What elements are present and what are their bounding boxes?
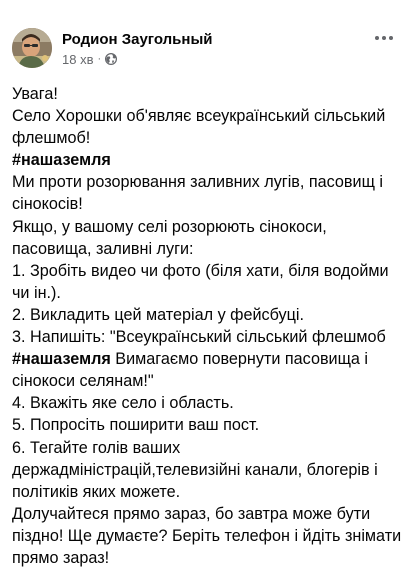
post-body [12,83,408,569]
post-step-text: 3. Напишіть: "Всеукраїнський сільський флешмоб [12,328,386,347]
avatar-photo [12,28,52,68]
post-step: 1. Зробіть видео чи фото (біля хати, біля водойми чи ін.). [12,261,389,302]
post-step: 4. Вкажіть яке село і область. [12,394,234,413]
post-step: 2. Викладить цей матеріал у фейсбуці. [12,305,304,324]
post-header [12,26,400,70]
more-options-icon-dot [389,36,393,40]
more-options-icon [375,36,379,40]
post-header-text [62,30,400,67]
post-text-line: Долучайтеся прямо зараз, бо завтра може бути піздно! Ще думаєте? Беріть телефон і йдіть знімати прямо зараз! [12,504,402,567]
hashtag-link[interactable]: #нашаземля [12,151,111,170]
post-text-line: Ми проти розорювання заливних лугів, пасовищ і сінокосів! [12,173,383,214]
post-time[interactable]: 18 хв [62,51,94,67]
globe-icon [105,53,117,65]
post-text-line: Якщо, у вашому селі розорюють сінокоси, пасовища, заливні луги: [12,217,327,258]
author-name[interactable]: Родион Заугольный [62,30,213,48]
post-step [12,326,408,392]
hashtag-link[interactable]: #нашаземля [12,350,111,369]
post-hashtag-line [12,149,408,171]
meta-separator: · [97,52,102,65]
post-step: 5. Попросіть поширити ваш пост. [12,416,260,435]
post-step: 6. Тегайте голів ваших держадміністрацій,телевизійні канали, блогерів і політиків яких можете. [12,438,378,501]
avatar[interactable] [12,28,52,68]
post-text-line: Увага! [12,85,58,103]
more-options-icon-dot [382,36,386,40]
more-options-button[interactable] [370,28,398,48]
post-step-text: Вимагаємо повернути пасовища і сінокоси селянам!" [12,350,369,391]
post-meta [62,52,400,67]
post-text-line: Село Хорошки об'являє всеукраїнський сільський флешмоб! [12,107,386,148]
